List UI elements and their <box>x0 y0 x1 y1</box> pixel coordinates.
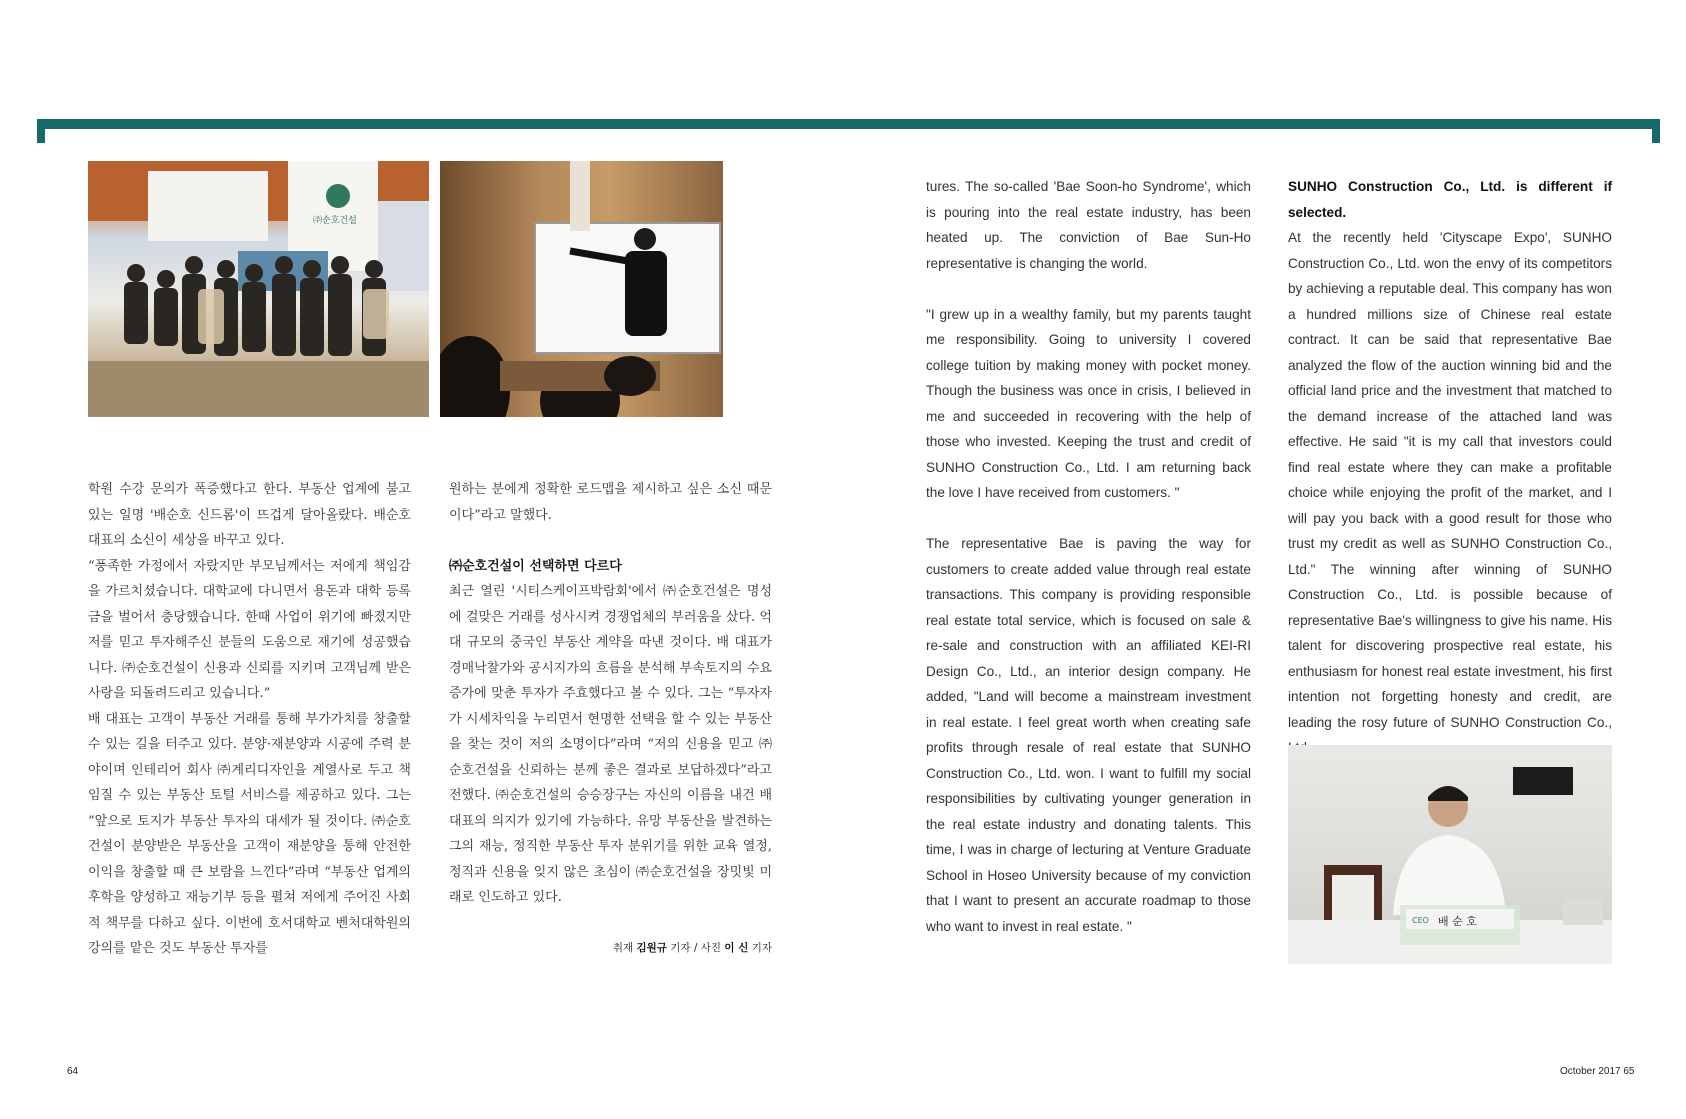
credit-name: 이 신 <box>724 942 749 954</box>
section-heading: SUNHO Construction Co., Ltd. is different if selected. <box>1288 179 1612 220</box>
credit-name: 김원규 <box>636 942 667 954</box>
paragraph: “풍족한 가정에서 자랐지만 부모님께서는 저에게 책임감을 가르치셨습니다. 대학교에 다니면서 용돈과 대학 등록금을 벌어서 충당했습니다. 한때 사업이 위기에 빠졌지만 저를 믿고 투자해주신 분들의 도움으로 재기에 성공했습니다. ㈜순호건설이 신용과 신뢰를 지키며 고객님께 받은 사랑을 되돌려드리고 있습니다.” <box>88 558 411 701</box>
photo-ceo-portrait <box>1288 745 1612 964</box>
article-column-ko-2 <box>449 477 772 911</box>
paragraph: 학원 수강 문의가 폭증했다고 한다. 부동산 업계에 불고 있는 일명 '배순호 신드롬'이 뜨겁게 달아올랐다. 배순호 대표의 소신이 세상을 바꾸고 있다. <box>88 482 411 548</box>
paragraph: 배 대표는 고객이 부동산 거래를 통해 부가가치를 창출할 수 있는 길을 터주고 있다. 분양·재분양과 시공에 주력 분야이며 인테리어 회사 ㈜계리디자인을 계열사로 두고 책임질 수 있는 부동산 토털 서비스를 제공하고 있다. 그는 “앞으로 토지가 부동산 투자의 대세가 될 것이다. ㈜순호건설이 분양받은 부동산을 고객이 재분양을 통해 안전한 이익을 창출할 때 큰 보람을 느낀다”라며 “부동산 업계의 후학을 양성하고 재능기부 등을 펼쳐 저에게 주어진 사회적 책무를 다하고 싶다. 이번에 호서대학교 벤처대학원의 강의를 맡은 것도 부동산 투자를 <box>88 711 411 956</box>
credit-separator: / <box>693 942 698 954</box>
paragraph: The representative Bae is paving the way for customers to create added value through real estate transactions. This company is providing responsible real estate total service, which is focused on sale & re-sale and construction with an affiliated KEI-RI Design Co., Ltd., an interior design company. He added, "Land will become a mainstream investment in real estate. I feel great worth when creating safe profits through resale of real estate that SUNHO Construction Co., Ltd. won. I want to fulfill my social responsibilities by cultivating younger generation in the real estate industry and donating talents. This time, I was in charge of lecturing at Venture Graduate School in Hoseo University because of my conviction that I want to present an accurate roadmap to those who want to invest in real estate. " <box>926 536 1251 934</box>
name-plate-title: CEO <box>1412 916 1429 925</box>
photo-lecture-whiteboard <box>440 161 723 417</box>
expo-sign-text: ㈜순호건설 <box>313 216 357 226</box>
paragraph: 최근 열린 '시티스케이프박람회'에서 ㈜순호건설은 명성에 걸맞은 거래를 성사시켜 경쟁업체의 부러움을 샀다. 억대 규모의 중국인 부동산 계약을 따낸 것이다. 배 대표가 경매낙찰가와 공시지가의 흐름을 분석해 부속토지의 수요 증가에 맞춘 투자가 주효했다고 볼 수 있다. 그는 “투자자가 시세차익을 누리면서 현명한 선택을 할 수 있는 부동산을 찾는 것이 저의 소명이다”라며 “저의 신용을 믿고 ㈜순호건설을 신뢰하는 분께 좋은 결과로 보답하겠다”라고 전했다. ㈜순호건설의 승승장구는 자신의 이름을 내건 배 대표의 의지가 있기에 가능하다. 유망 부동산을 발견하는 그의 재능, 정직한 부동산 투자 분위기를 위한 교육 열정, 정직과 신용을 잊지 않은 초심이 ㈜순호건설을 장밋빛 미래로 인도하고 있다. <box>449 584 772 905</box>
paragraph: 원하는 분에게 정확한 로드맵을 제시하고 싶은 소신 때문이다”라고 말했다. <box>449 482 772 523</box>
credit-label: 취재 <box>612 942 634 954</box>
section-heading: ㈜순호건설이 선택하면 다르다 <box>449 558 622 574</box>
expo-booth-illustration <box>88 161 429 417</box>
header-rule-left-tick <box>37 119 45 143</box>
article-column-en-2 <box>1288 174 1612 761</box>
portrait-illustration <box>1288 745 1612 964</box>
header-rule-right-tick <box>1652 119 1660 143</box>
article-column-en-1 <box>926 174 1251 939</box>
header-rule <box>37 119 1660 129</box>
page-number-right: October 2017 65 <box>1560 1066 1635 1077</box>
name-plate-text: 배 순 호 <box>1438 915 1477 928</box>
credit-role: 기자 <box>670 942 691 954</box>
photo-credit <box>560 940 772 955</box>
paragraph: tures. The so-called 'Bae Soon-ho Syndrome', which is pouring into the real estate industry, has been heated up. The conviction of Bae Sun-Ho representative is changing the world. <box>926 179 1251 271</box>
credit-role: 기자 <box>751 942 772 954</box>
lecture-illustration <box>440 161 723 417</box>
photo-expo-booth-group <box>88 161 429 417</box>
paragraph: At the recently held 'Cityscape Expo', SUNHO Construction Co., Ltd. won the envy of its competitors by achieving a reputable deal. This company has won a hundred millions size of Chinese real estate contract. It can be said that representative Bae analyzed the flow of the auction winning bid and the official land price and the investment that matched to the demand increase of the attached land was effective. He said "it is my call that investors could find real estate where they can make a profitable choice while enjoying the profit of the market, and I will pay you back with a good result for those who trust my credit as well as SUNHO Construction Co., Ltd." The winning after winning of SUNHO Construction Co., Ltd. is possible because of representative Bae's willingness to give his name. His talent for discovering prospective real estate, his enthusiasm for honest real estate investment, his first intention not forgetting honesty and credit, are leading the rosy future of SUNHO Construction Co., <box>1288 230 1612 730</box>
paragraph: "I grew up in a wealthy family, but my parents taught me responsibility. Going to university I covered college tuition by making money with pocket money. Though the business was once in crisis, I believed in me and succeeded in recovering with the help of those who invested. Keeping the trust and credit of SUNHO Construction Co., Ltd. I am returning back the love I have received from customers. " <box>926 306 1251 500</box>
credit-label: 사진 <box>700 942 722 954</box>
page-number-left: 64 <box>67 1066 79 1077</box>
article-column-ko-1 <box>88 477 411 962</box>
